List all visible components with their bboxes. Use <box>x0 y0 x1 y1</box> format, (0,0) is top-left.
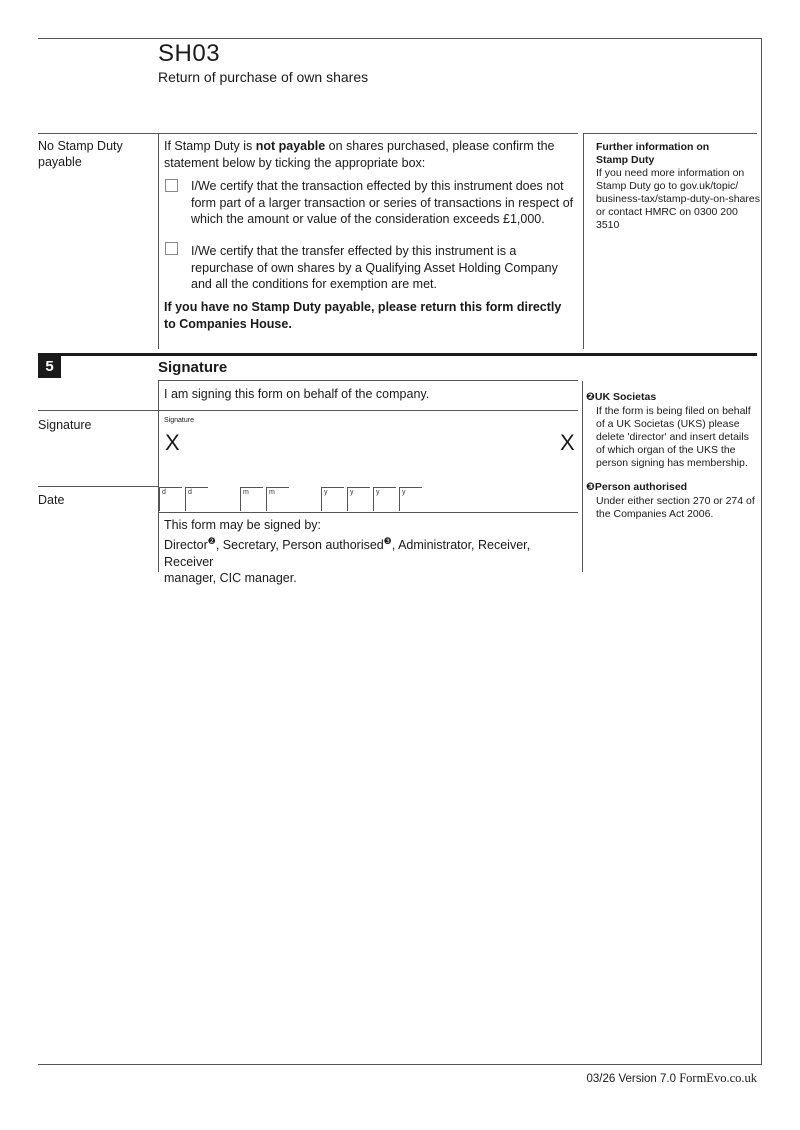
roles-mid: , Secretary, Person authorised <box>215 538 384 553</box>
form-title: Return of purchase of own shares <box>158 69 369 85</box>
footer-brand: FormEvo.co.uk <box>679 1071 757 1085</box>
roles-end: , Administrator, Receiver, Receiver <box>164 538 531 569</box>
date-cell-caption: y <box>350 489 354 496</box>
stamp-right-border <box>583 133 584 349</box>
signature-x-left: X <box>165 430 180 455</box>
signature-x-right: X <box>560 430 575 455</box>
form-code: SH03 <box>158 40 221 67</box>
note-2-ref: ❷ <box>207 536 216 546</box>
option-not-larger-transaction: I/We certify that the transaction effected by this instrument does not form part of a larger transaction or series of transactions in respect of which the amount or value of the consideration exceeds £1,000. <box>191 179 574 226</box>
note-person-authorised-title <box>586 481 687 494</box>
date-day-1[interactable] <box>159 487 182 511</box>
date-cell-caption: y <box>402 489 406 496</box>
intro-pre: If Stamp Duty is <box>164 139 256 153</box>
signature-box-caption: Signature <box>164 417 194 424</box>
footer <box>587 1071 758 1086</box>
note-uk-societas-text: If the form is being filed on behalf of a UK Societas (UKS) please delete 'director' and insert details of which organ of the UKS the person signing has membership. <box>596 405 751 469</box>
note-person-authorised-text: Under either section 270 or 274 of the Companies Act 2006. <box>596 495 755 520</box>
signature-label: Signature <box>38 418 92 432</box>
stamp-duty-intro <box>164 138 564 171</box>
date-year-2[interactable] <box>347 487 370 511</box>
stamp-left-border <box>158 133 159 349</box>
section-5-rule <box>38 353 757 356</box>
note-3-title: Person authorised <box>594 481 688 493</box>
date-day-2[interactable] <box>185 487 208 511</box>
date-year-3[interactable] <box>373 487 396 511</box>
stamp-side-title: Further information on Stamp Duty <box>596 141 710 166</box>
stamp-side-top-rule <box>583 133 757 134</box>
intro-bold: not payable <box>255 139 326 153</box>
date-year-4[interactable] <box>399 487 422 511</box>
date-cell-caption: y <box>376 489 380 496</box>
section-number: 5 <box>38 356 61 378</box>
date-cell-caption: y <box>324 489 328 496</box>
date-cell-caption: m <box>243 489 249 496</box>
top-rule <box>38 38 762 39</box>
note-3-ref: ❸ <box>383 536 392 546</box>
right-border <box>761 38 762 1065</box>
behalf-top-rule <box>158 380 578 381</box>
section-title: Signature <box>158 359 228 376</box>
stamp-duty-top-rule <box>38 133 578 134</box>
date-top-rule <box>38 486 158 487</box>
option-qahc-repurchase: I/We certify that the transfer effected by this instrument is a repurchase of own shares by a Qualifying Asset Holding Company and all the conditions for exemption are met. <box>191 244 558 291</box>
date-label: Date <box>38 493 65 507</box>
signature-box[interactable] <box>159 411 577 485</box>
signed-by-top-rule <box>158 512 578 513</box>
note-3-marker: ❸ <box>586 481 595 493</box>
checkbox-qahc-repurchase[interactable] <box>165 242 178 255</box>
note-2-title: UK Societas <box>594 391 657 403</box>
stamp-duty-closing: If you have no Stamp Duty payable, please return this form directly to Companies House. <box>164 300 562 331</box>
footer-version: 03/26 Version 7.0 <box>586 1073 677 1085</box>
date-cell-caption: d <box>188 489 192 496</box>
signed-by-title: This form may be signed by: <box>164 518 322 532</box>
note-2-marker: ❷ <box>586 391 595 403</box>
roles-line2: manager, CIC manager. <box>164 571 297 586</box>
date-year-1[interactable] <box>321 487 344 511</box>
bottom-rule <box>38 1064 762 1065</box>
signed-by-roles <box>164 533 574 587</box>
date-cell-caption: m <box>269 489 275 496</box>
note-uk-societas-title <box>586 391 656 404</box>
checkbox-not-larger-transaction[interactable] <box>165 179 178 192</box>
date-cell-caption: d <box>162 489 166 496</box>
role-director: Director <box>164 538 208 553</box>
date-month-1[interactable] <box>240 487 263 511</box>
stamp-duty-label: No Stamp Duty payable <box>38 139 123 169</box>
intro-post: on shares purchased, please confirm the statement below by ticking the appropriate box: <box>164 139 555 170</box>
sig-right-border <box>582 381 583 572</box>
behalf-text: I am signing this form on behalf of the company. <box>164 387 430 401</box>
stamp-side-text: If you need more information on Stamp Duty go to gov.uk/topic/ business-tax/stamp-duty-on-shares or contact HMRC on 0300 200 3510 <box>596 167 760 231</box>
date-month-2[interactable] <box>266 487 289 511</box>
